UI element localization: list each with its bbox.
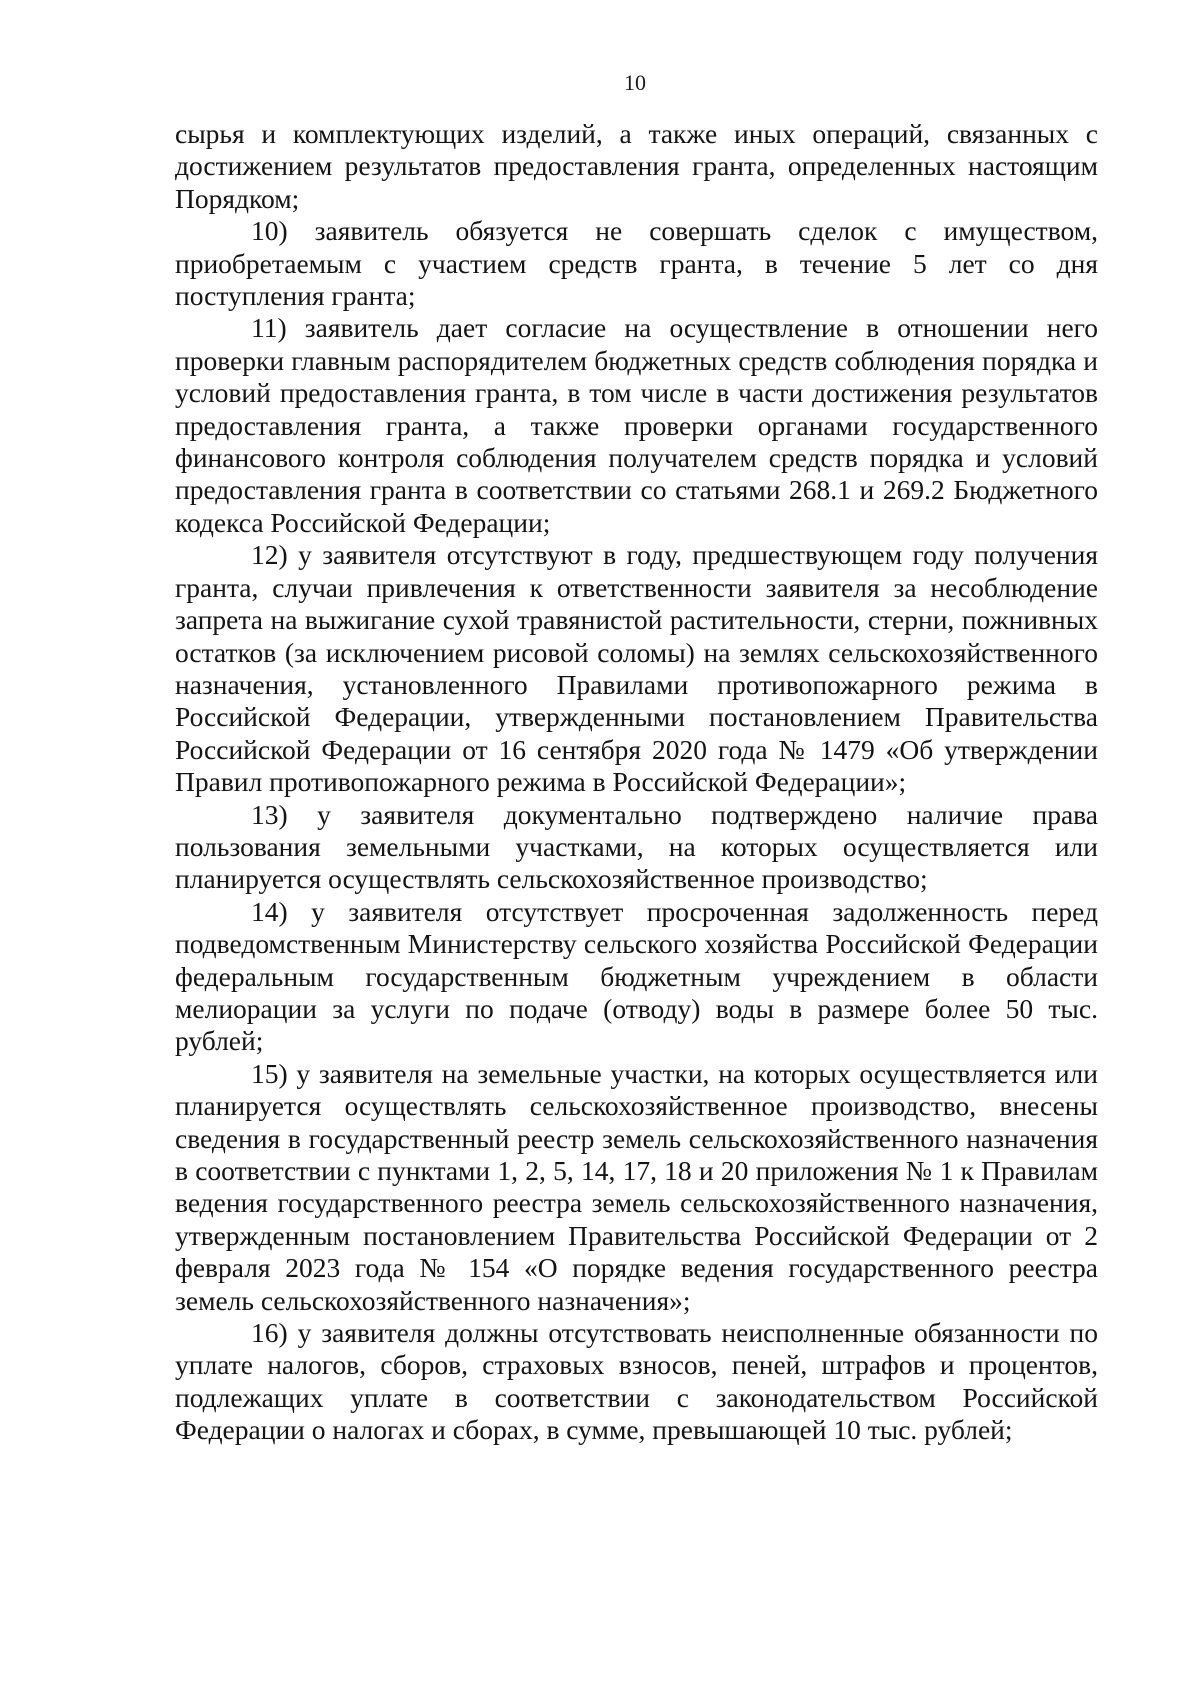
paragraph-item-14: 14) у заявителя отсутствует просроченная задолженность перед подведомственным Министерству сельского хозяйства Российской Федерации федеральным государственным бюджетным учреждением в области мелиорации за услуги по подаче (отводу) воды в размере более 50 тыс. рублей; [175, 895, 1098, 1057]
paragraph-continuation: сырья и комплектующих изделий, а также иных операций, связанных с достижением результатов предоставления гранта, определенных настоящим Порядком; [175, 118, 1098, 214]
page-number: 10 [624, 70, 646, 95]
paragraph-item-12: 12) у заявителя отсутствуют в году, предшествующем году получения гранта, случаи привлечения к ответственности заявителя за несоблюдение запрета на выжигание сухой травянистой растительности, стерни, пожнивных остатков (за исключением рисовой соломы) на землях сельскохозяйственного назначения, установленного Правилами противопожарного режима в Российской Федерации, утвержденными постановлением Правительства Российской Федерации от 16 сентября 2020 года № 1479 «Об утверждении Правил противопожарного режима в Российской Федерации»; [175, 539, 1098, 798]
paragraph-item-13: 13) у заявителя документально подтверждено наличие права пользования земельными участками, на которых осуществляется или планируется осуществлять сельскохозяйственное производство; [175, 798, 1098, 895]
paragraph-item-10: 10) заявитель обязуется не совершать сделок с имуществом, приобретаемым с участием средств гранта, в течение 5 лет со дня поступления гранта; [175, 215, 1098, 312]
paragraph-item-11: 11) заявитель дает согласие на осуществление в отношении него проверки главным распорядителем бюджетных средств соблюдения порядка и условий предоставления гранта, в том числе в части достижения результатов предоставления гранта, а также проверки органами государственного финансового контроля соблюдения получателем средств порядка и условий предоставления гранта в соответствии со статьями 268.1 и 269.2 Бюджетного кодекса Российской Федерации; [175, 312, 1098, 538]
paragraph-item-16: 16) у заявителя должны отсутствовать неисполненные обязанности по уплате налогов, сборов, страховых взносов, пеней, штрафов и процентов, подлежащих уплате в соответствии с законодательством Российской Федерации о налогах и сборах, в сумме, превышающей 10 тыс. рублей; [175, 1317, 1098, 1446]
paragraph-item-15: 15) у заявителя на земельные участки, на которых осуществляется или планируется осуществлять сельскохозяйственное производство, внесены сведения в государственный реестр земель сельскохозяйственного назначения в соответствии с пунктами 1, 2, 5, 14, 17, 18 и 20 приложения № 1 к Правилам ведения государственного реестра земель сельскохозяйственного назначения, утвержденным постановлением Правительства Российской Федерации от 2 февраля 2023 года № 154 «О порядке ведения государственного реестра земель сельскохозяйственного назначения»; [175, 1057, 1098, 1316]
document-body [175, 118, 1098, 1447]
